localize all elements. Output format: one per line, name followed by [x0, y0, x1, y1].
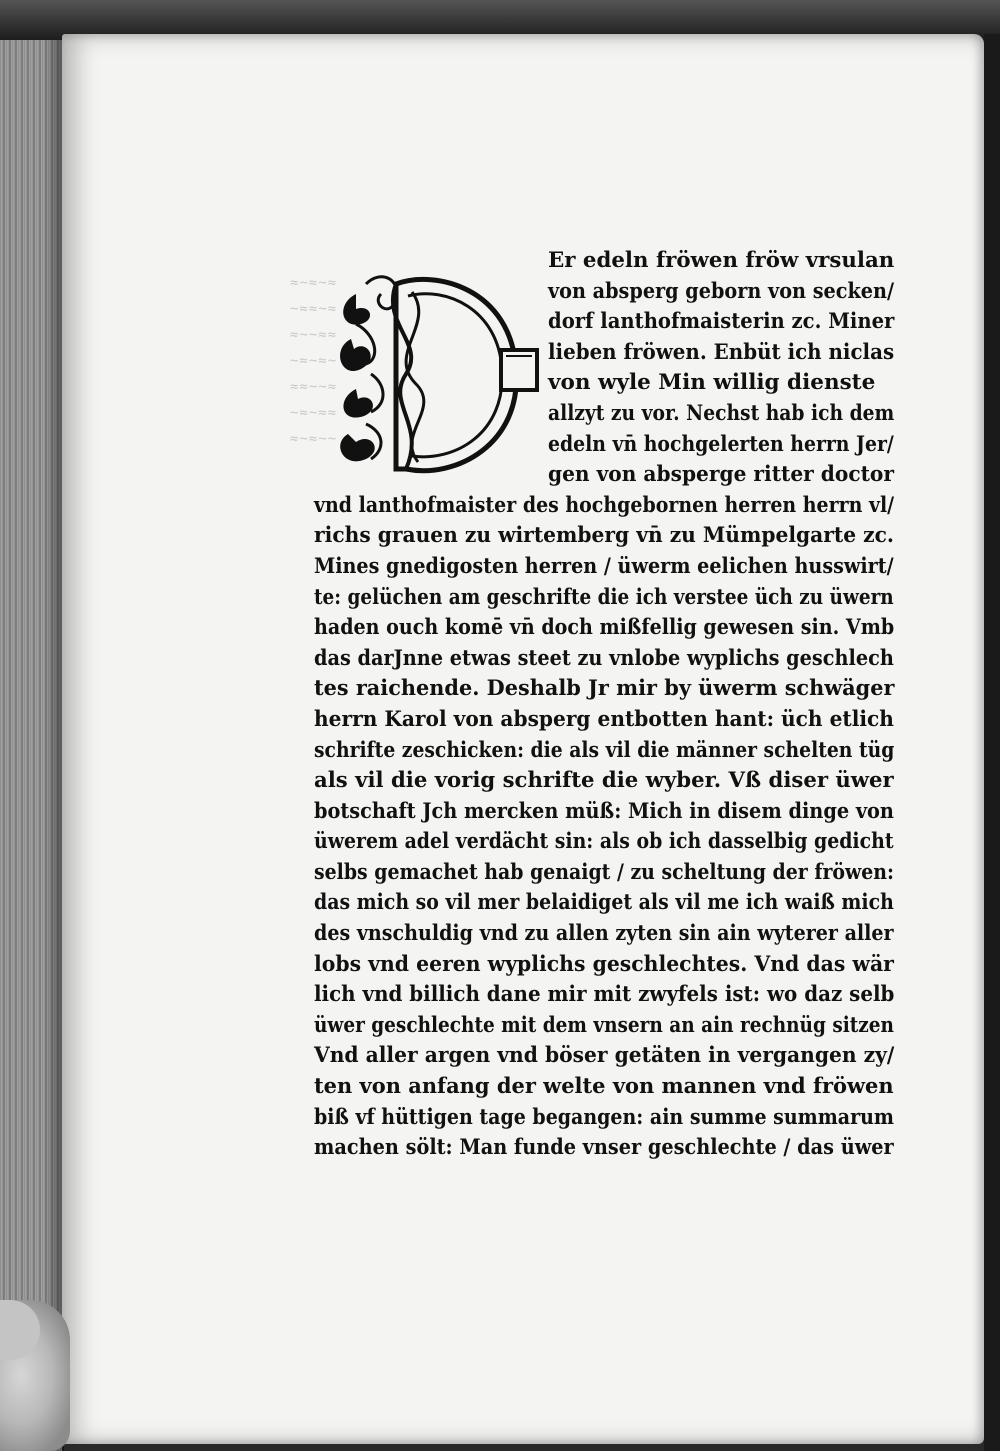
text-line: allzyt zu vor. Nechst hab ich dem	[548, 400, 895, 426]
body-text	[314, 246, 894, 1164]
bleed-through-text: ≈~≈~≈ ~≈≈~≈ ≈~~≈≈ ~≈~≈~ ≈≈~~≈ ~≈~≈≈ ≈~≈~~	[290, 275, 338, 447]
text-line: das mich so vil mer belaidiget als vil me ich waiß mich	[314, 890, 894, 916]
text-line: lieben fröwen. Enbüt ich niclas	[548, 339, 895, 365]
text-line: von absperg geborn von secken/	[548, 278, 894, 304]
text-line: edeln vn̄ hochgelerten herrn Jer/	[548, 431, 894, 457]
text-line: von wyle Min willig dienste	[548, 370, 876, 396]
text-line: haden ouch komē vn̄ doch mißfellig gewesen sin. Vmb	[314, 615, 895, 641]
text-line: das darJnne etwas steet zu vnlobe wyplichs geschlech	[314, 645, 894, 671]
text-line: schrifte zeschicken: die als vil die männer schelten tüg	[314, 737, 895, 763]
text-line: te: gelüchen am geschrifte die ich verstee üch zu üwern	[314, 584, 894, 610]
text-line: Vnd aller argen vnd böser getäten in vergangen zy/	[314, 1043, 895, 1069]
text-line: des vnschuldig vnd zu allen zyten sin ain wyterer aller	[314, 921, 894, 947]
text-line: lich vnd billich dane mir mit zwyfels ist: wo daz selb	[314, 982, 895, 1008]
text-line: selbs gemachet hab genaigt / zu scheltung der fröwen:	[314, 859, 895, 885]
text-line: herrn Karol von absperg entbotten hant: üch etlich	[314, 706, 894, 732]
text-line: üwerem adel verdächt sin: als ob ich dasselbig gedicht	[314, 829, 894, 855]
text-line: Mines gnedigosten herren / üwerm eelichen husswirt/	[314, 553, 894, 579]
text-line: vnd lanthofmaister des hochgebornen herren herrn vl/	[314, 492, 895, 518]
text-line: gen von absperge ritter doctor	[548, 462, 894, 488]
text-line: Er edeln fröwen fröw vrsulan	[548, 248, 895, 273]
text-line: üwer geschlechte mit dem vnsern an ain rechnüg sitzen	[314, 1012, 894, 1038]
text-line: dorf lanthofmaisterin zc. Miner	[548, 309, 895, 335]
text-line: als vil die vorig schrifte die wyber. Vß diser üwer	[314, 768, 894, 794]
book-gutter-shadow	[44, 40, 64, 1451]
text-line: ten von anfang der welte von mannen vnd fröwen	[314, 1074, 894, 1100]
text-line: tes raichende. Deshalb Jr mir by üwerm schwäger	[314, 676, 895, 702]
text-line: botschaft Jch mercken müß: Mich in disem dinge von	[314, 798, 894, 824]
text-line: lobs vnd eeren wyplichs geschlechtes. Vnd das wär	[314, 951, 894, 977]
text-line: biß vf hüttigen tage begangen: ain summe summarum	[314, 1104, 894, 1130]
right-dark-margin	[984, 34, 1000, 1451]
text-line: machen sölt: Man funde vnser geschlechte / das üwer	[314, 1135, 894, 1161]
text-line: richs grauen zu wirtemberg vn̄ zu Mümpelgarte zc.	[314, 523, 894, 549]
